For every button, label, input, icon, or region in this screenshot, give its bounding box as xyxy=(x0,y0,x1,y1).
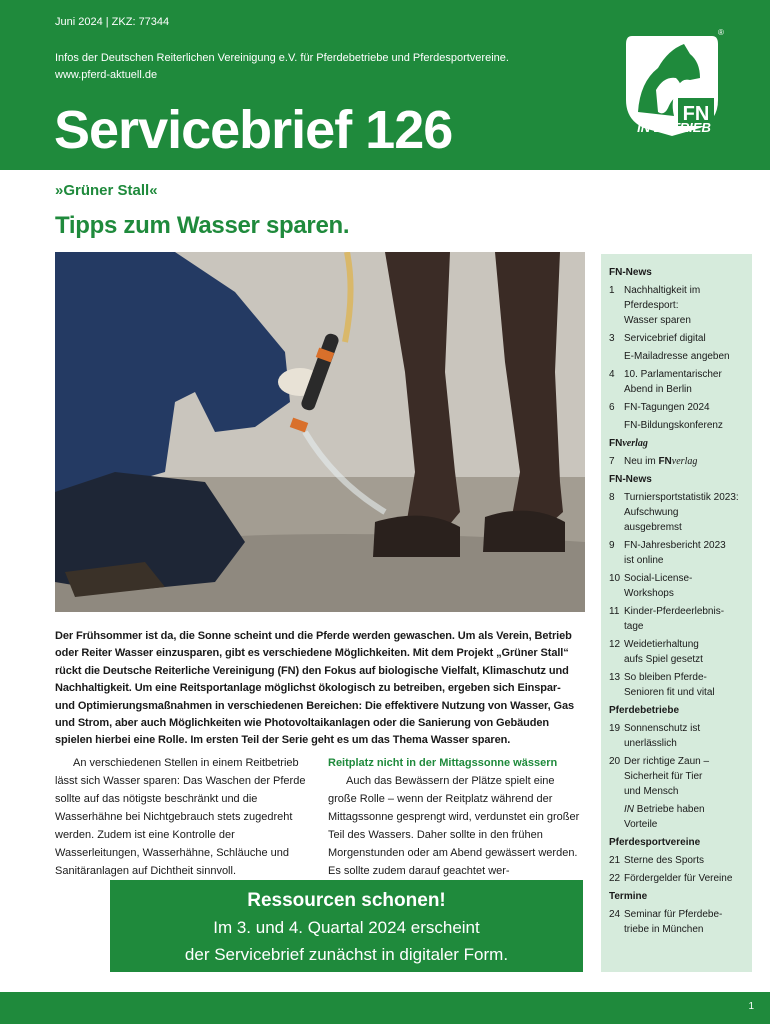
toc-text-fn: FN xyxy=(658,456,672,467)
toc-item-title: Fördergelder für Vereine xyxy=(624,873,733,884)
toc-item-title xyxy=(624,454,746,469)
promo-title: Ressourcen schonen! xyxy=(247,890,446,911)
section-pferdebetriebe: Pferdebetriebe xyxy=(609,705,680,716)
article-column-1 xyxy=(55,754,309,880)
toc-page-number xyxy=(609,349,624,364)
toc-item[interactable] xyxy=(609,349,746,364)
article-headline: Tipps zum Wasser sparen. xyxy=(55,212,350,239)
toc-page-number: 10 xyxy=(609,573,621,584)
contents-sidebar xyxy=(601,254,752,972)
fnverlag-verlag: verlag xyxy=(622,438,648,449)
toc-page-number: 8 xyxy=(609,492,615,503)
horse-washing-photo xyxy=(55,252,585,612)
toc-text-part: Neu im xyxy=(624,456,659,467)
toc-item[interactable] xyxy=(609,331,746,346)
publisher-info xyxy=(55,50,509,84)
toc-page-number: 11 xyxy=(609,606,620,617)
page-title: Servicebrief 126 xyxy=(54,100,453,160)
article-column-2 xyxy=(328,754,582,880)
toc-item-title: 10. Parlamentarischer Abend in Berlin xyxy=(624,369,722,395)
toc-text-part: Betriebe haben Vorteile xyxy=(624,804,705,830)
toc-item[interactable] xyxy=(609,538,746,568)
toc-item[interactable] xyxy=(609,418,746,433)
footer-bar xyxy=(0,992,770,1024)
logo-text: FN xyxy=(682,103,710,125)
promo-line-2: der Servicebrief zunächst in digitaler Form. xyxy=(184,945,509,964)
toc-item-title: Sonnenschutz ist unerlässlich xyxy=(624,723,701,749)
section-fnverlag xyxy=(609,436,746,451)
toc-item-title: Sterne des Sports xyxy=(624,855,705,866)
toc-item-title: Social-License- Workshops xyxy=(624,573,693,599)
section-fn-news: FN-News xyxy=(609,267,652,278)
toc-item[interactable] xyxy=(609,754,746,799)
toc-item-title: FN-Jahresbericht 2023 ist online xyxy=(624,540,726,566)
toc-item[interactable] xyxy=(609,367,746,397)
article-kicker: »Grüner Stall« xyxy=(55,182,158,199)
toc-item-title: Nachhaltigkeit im Pferdesport: Wasser sparen xyxy=(624,285,701,326)
toc-item[interactable] xyxy=(609,721,746,751)
toc-page-number: 13 xyxy=(609,672,621,683)
toc-item[interactable] xyxy=(609,637,746,667)
toc-page-number xyxy=(609,802,624,832)
toc-item-title: So bleiben Pferde- Senioren fit und vital xyxy=(624,672,715,698)
toc-item[interactable] xyxy=(609,283,746,328)
page-number: 1 xyxy=(748,1001,754,1012)
toc-page-number: 21 xyxy=(609,855,621,866)
toc-page-number: 24 xyxy=(609,909,621,920)
toc-item-title: Der richtige Zaun – Sicherheit für Tier und Mensch xyxy=(624,756,710,797)
toc-item-title: Turniersportstatistik 2023: Aufschwung ausgebremst xyxy=(624,492,739,533)
article-lead: Der Frühsommer ist da, die Sonne scheint und die Pferde werden gewaschen. Um als Verein, Betrieb oder Reiter Wasser einzusparen, gibt es verschiedene Möglichkeiten. Mit dem Projekt „Grüner Stall“ rückt die Deutsche Reiterliche Vereinigung (FN) den Fokus auf biologische Vielfalt, Klimaschutz und Nachhaltigkeit. Um eine Reitsportanlage möglichst ökologisch zu betreiben, ergeben sich Einspar- und Optimierungsmaßnahmen in verschiedenen Bereichen: Die effektivere Nutzung von Wasser, Gas und Strom, aber auch Möglichkeiten wie Photovoltaikanlagen oder die Sanierung von Gebäuden spielen hierbei eine Rolle. Im ersten Teil der Serie geht es um das Thema Wasser sparen. xyxy=(55,630,575,747)
toc-page-number: 4 xyxy=(609,369,615,380)
column-1-text: An verschiedenen Stellen in einem Reitbetrieb lässt sich Wasser sparen: Das Waschen der Pferde sollte auf das nötigste beschränkt und die Wasserhähne bei Nichtgebrauch stets zugedreht werden. Zudem ist eine Kontrolle der Wasserleitungen, Wasserhähne, Schläuche und Sanitäranlagen auf Dichtheit sinnvoll. xyxy=(55,757,306,877)
toc-item-title: Servicebrief digital xyxy=(624,333,706,344)
toc-page-number: 3 xyxy=(609,333,615,344)
header-banner xyxy=(0,0,770,170)
issue-meta: Juni 2024 | ZKZ: 77344 xyxy=(55,16,170,28)
toc-item[interactable] xyxy=(609,907,746,937)
column-2-subhead: Reitplatz nicht in der Mittagssonne wässern xyxy=(328,757,558,769)
toc-page-number: 20 xyxy=(609,756,621,767)
toc-item-title: FN-Bildungskonferenz xyxy=(624,420,723,431)
section-fn-news-2: FN-News xyxy=(609,474,652,485)
fnverlag-fn: FN xyxy=(609,438,623,449)
toc-text-verlag: verlag xyxy=(671,456,698,467)
logo-caption: IN BETRIEB xyxy=(637,120,711,135)
column-2-text: Auch das Bewässern der Plätze spielt eine große Rolle – wenn der Reitplatz während der Mittagssonne gesprengt wird, verdunstet ein großer Teil des Wassers. Daher sollte in den frühen Morgenstunden oder am Abend gewässert werden. Es sollte zudem darauf geachtet wer- xyxy=(328,775,580,877)
promo-box xyxy=(110,880,583,972)
toc-item[interactable] xyxy=(609,571,746,601)
toc-item[interactable] xyxy=(609,871,746,886)
toc-page-number xyxy=(609,418,624,433)
toc-item[interactable] xyxy=(609,670,746,700)
section-pferdesportvereine: Pferdesportvereine xyxy=(609,837,701,848)
toc-text-in: IN xyxy=(624,804,634,815)
promo-line-1: Im 3. und 4. Quartal 2024 erscheint xyxy=(213,918,480,937)
toc-item[interactable] xyxy=(609,454,746,469)
toc-page-number: 22 xyxy=(609,873,621,884)
toc-page-number: 9 xyxy=(609,540,615,551)
registered-mark: ® xyxy=(718,28,724,37)
toc-item-title: Kinder-Pferdeerlebnis- tage xyxy=(624,606,725,632)
toc-item-title: Seminar für Pferdebe- triebe in München xyxy=(624,909,723,935)
toc-item-title: Weidetierhaltung aufs Spiel gesetzt xyxy=(624,639,703,665)
toc-page-number: 19 xyxy=(609,723,621,734)
toc-page-number: 7 xyxy=(609,456,615,467)
toc-page-number: 6 xyxy=(609,402,615,413)
toc-item[interactable] xyxy=(609,853,746,868)
toc-item[interactable] xyxy=(609,400,746,415)
toc-item[interactable] xyxy=(609,802,746,832)
toc-item[interactable] xyxy=(609,490,746,535)
publisher-description: Infos der Deutschen Reiterlichen Vereinigung e.V. für Pferdebetriebe und Pferdesportvereine. xyxy=(55,52,509,64)
toc-item-title xyxy=(624,802,746,832)
toc-item-title: E-Mailadresse angeben xyxy=(624,351,730,362)
toc-item-title: FN-Tagungen 2024 xyxy=(624,402,710,413)
toc-item[interactable] xyxy=(609,604,746,634)
toc-page-number: 1 xyxy=(609,285,615,296)
website-link[interactable]: www.pferd-aktuell.de xyxy=(55,69,158,81)
section-termine: Termine xyxy=(609,891,648,902)
toc-page-number: 12 xyxy=(609,639,621,650)
